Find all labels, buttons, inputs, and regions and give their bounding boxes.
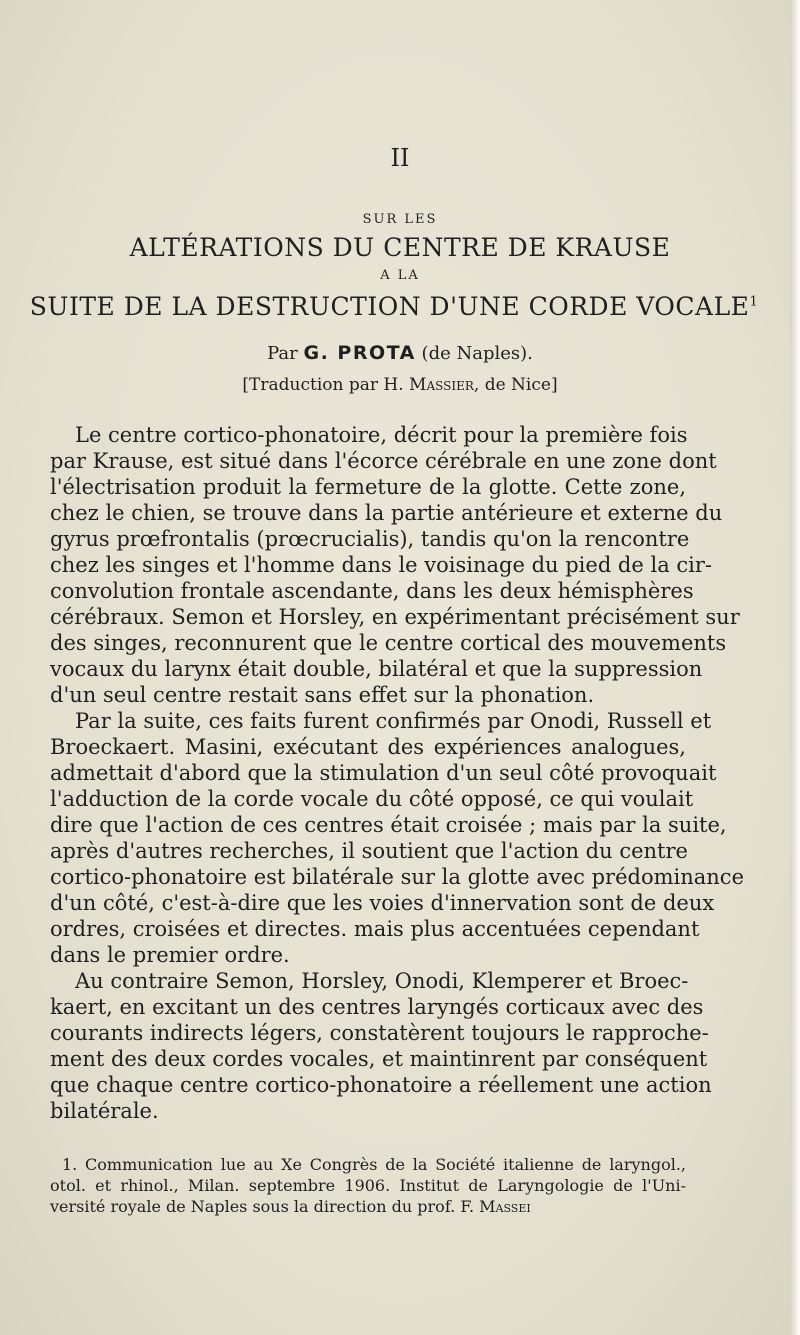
body-line: ment des deux cordes vocales, et maintinrent par conséquent bbox=[50, 1047, 708, 1071]
body-line: chez le chien, se trouve dans la partie antérieure et externe du bbox=[50, 501, 723, 525]
footnote-director-name: Massei bbox=[479, 1197, 531, 1216]
body-line: que chaque centre cortico-phonatoire a réellement une action bbox=[50, 1073, 712, 1097]
body-line: chez les singes et l'homme dans le voisinage du pied de la cir- bbox=[50, 553, 713, 577]
footnote-line-text: versité royale de Naples sous la direction du prof. F. bbox=[50, 1197, 475, 1216]
body-line: kaert, en excitant un des centres laryngés corticaux avec des bbox=[50, 995, 704, 1019]
body-line: Par la suite, ces faits furent confirmés par Onodi, Russell et bbox=[75, 709, 712, 733]
body-line: l'adduction de la corde vocale du côté opposé, ce qui voulait bbox=[50, 787, 694, 811]
translation-suffix: , de Nice] bbox=[473, 375, 558, 395]
body-line: bilatérale. bbox=[50, 1099, 159, 1123]
body-line: dans le premier ordre. bbox=[50, 943, 290, 967]
title-connector: A LA bbox=[380, 268, 420, 283]
footnote-marker: 1 bbox=[749, 294, 759, 310]
section-number: II bbox=[390, 144, 410, 172]
body-line: cérébraux. Semon et Horsley, en expérimentant précisément sur bbox=[50, 605, 740, 629]
byline-par: Par bbox=[267, 343, 298, 364]
body-line: dire que l'action de ces centres était croisée ; mais par la suite, bbox=[50, 813, 727, 837]
body-line: cortico-phonatoire est bilatérale sur la glotte avec prédominance bbox=[50, 865, 744, 889]
body-line: par Krause, est situé dans l'écorce cérébrale en une zone dont bbox=[50, 449, 717, 473]
author-location: (de Naples). bbox=[421, 343, 533, 364]
title-line-2 bbox=[0, 292, 794, 321]
body-line: ordres, croisées et directes. mais plus accentuées cependant bbox=[50, 917, 700, 941]
body-line: gyrus prœfrontalis (prœcrucialis), tandis qu'on la rencontre bbox=[50, 527, 690, 551]
page-edge bbox=[790, 0, 800, 1335]
footnote-line: 1. Communication lue au Xe Congrès de la Société italienne de laryngol., bbox=[62, 1155, 686, 1174]
translation-credit bbox=[0, 375, 800, 395]
body-line: Au contraire Semon, Horsley, Onodi, Klemperer et Broec- bbox=[75, 969, 689, 993]
body-line: Broeckaert. Masini, exécutant des expériences analogues, bbox=[50, 735, 686, 759]
title-line-2-text: SUITE DE LA DESTRUCTION D'UNE CORDE VOCALE bbox=[29, 292, 750, 321]
body-line: convolution frontale ascendante, dans les deux hémisphères bbox=[50, 579, 694, 603]
byline bbox=[0, 342, 800, 364]
body-line: admettait d'abord que la stimulation d'un seul côté provoquait bbox=[50, 761, 717, 785]
author-name: G. PROTA bbox=[303, 342, 416, 364]
translator-name: Massier bbox=[409, 375, 474, 395]
footnote-line: otol. et rhinol., Milan. septembre 1906. Institut de Laryngologie de l'Uni- bbox=[50, 1176, 686, 1195]
body-line: d'un côté, c'est-à-dire que les voies d'innervation sont de deux bbox=[50, 891, 715, 915]
body-line: l'électrisation produit la fermeture de la glotte. Cette zone, bbox=[50, 475, 686, 499]
translation-prefix: [Traduction par H. bbox=[242, 375, 404, 395]
title-line-1: ALTÉRATIONS DU CENTRE DE KRAUSE bbox=[129, 233, 671, 262]
body-line: des singes, reconnurent que le centre cortical des mouvements bbox=[50, 631, 727, 655]
title-prefix: SUR LES bbox=[362, 212, 438, 227]
body-line: courants indirects légers, constatèrent toujours le rapproche- bbox=[50, 1021, 709, 1045]
body-line: après d'autres recherches, il soutient que l'action du centre bbox=[50, 839, 688, 863]
footnote-line bbox=[50, 1196, 686, 1217]
body-line: d'un seul centre restait sans effet sur la phonation. bbox=[50, 683, 595, 707]
body-line: Le centre cortico-phonatoire, décrit pour la première fois bbox=[75, 423, 688, 447]
body-line: vocaux du larynx était double, bilatéral et que la suppression bbox=[50, 657, 703, 681]
